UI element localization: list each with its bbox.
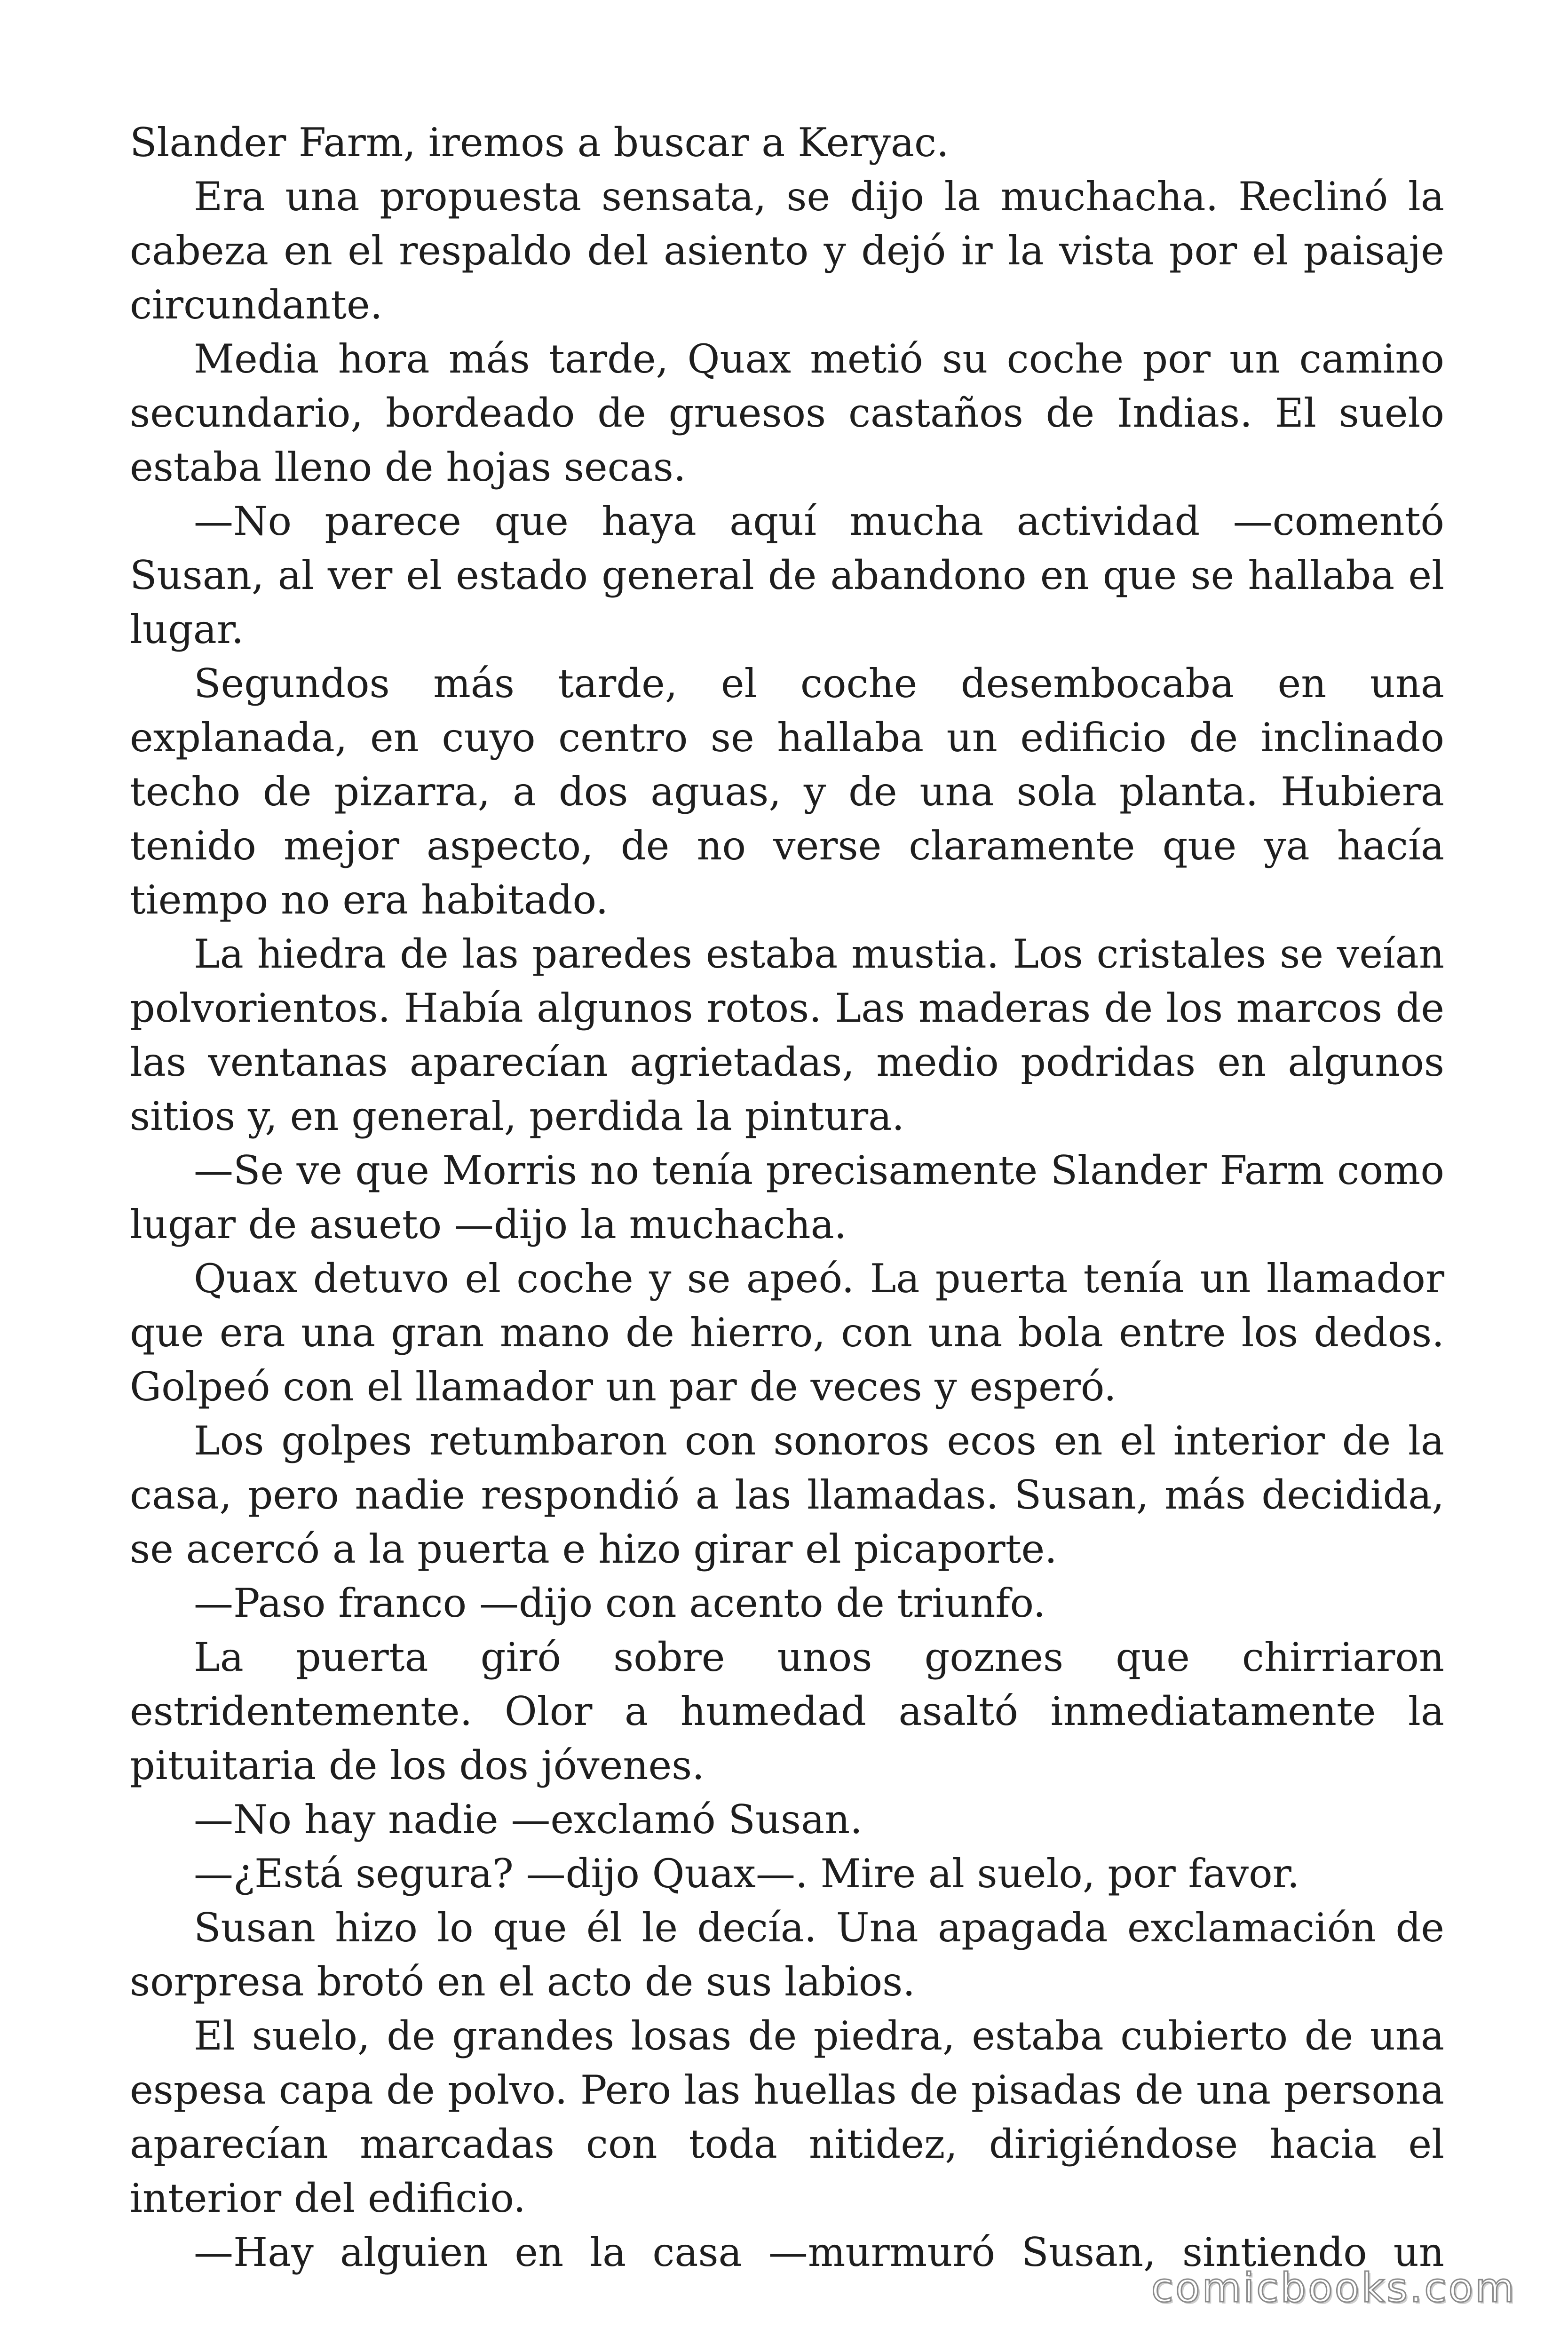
paragraph: —No hay nadie —exclamó Susan. [194,1796,863,1843]
paragraph: —Se ve que Morris no tenía precisamente Slander Farm como lugar de asueto —dijo la muchacha. [130,1147,1444,1248]
paragraph: —Hay alguien en la casa —murmuró Susan, sintiendo un [194,2229,1444,2275]
paragraph: Segundos más tarde, el coche desembocaba en una explanada, en cuyo centro se hallaba un edificio de inclinado techo de pizarra, a dos aguas, y de una sola planta. Hubiera tenido mejor aspecto, de no verse claramente que ya hacía tiempo no era habitado. [130,660,1444,923]
paragraph: —Paso franco —dijo con acento de triunfo. [194,1580,1046,1626]
paragraph: —¿Está segura? —dijo Quax—. Mire al suelo, por favor. [194,1851,1300,1897]
paragraph: Susan hizo lo que él le decía. Una apagada exclamación de sorpresa brotó en el acto de sus labios. [130,1905,1444,2005]
paragraph: El suelo, de grandes losas de piedra, estaba cubierto de una espesa capa de polvo. Pero las huellas de pisadas de una persona aparecían marcadas con toda nitidez, dirigiéndose hacia el interior del edificio. [130,2013,1444,2221]
watermark: comicbooks.com [1151,2265,1516,2312]
paragraph: Los golpes retumbaron con sonoros ecos en el interior de la casa, pero nadie respondió a las llamadas. Susan, más decidida, se acercó a la puerta e hizo girar el picaporte. [130,1418,1444,1572]
paragraph: —No parece que haya aquí mucha actividad —comentó Susan, al ver el estado general de abandono en que se hallaba el lugar. [130,498,1444,652]
paragraph: La hiedra de las paredes estaba mustia. Los cristales se veían polvorientos. Había algunos rotos. Las maderas de los marcos de las ventanas aparecían agrietadas, medio podridas en algunos sitios y, en general, perdida la pintura. [130,931,1444,1139]
paragraph: La puerta giró sobre unos goznes que chirriaron estridentemente. Olor a humedad asaltó inmediatamente la pituitaria de los dos jóvenes. [130,1634,1444,1788]
paragraph: Quax detuvo el coche y se apeó. La puerta tenía un llamador que era una gran mano de hierro, con una bola entre los dedos. Golpeó con el llamador un par de veces y esperó. [130,1255,1444,1410]
paragraph: Slander Farm, iremos a buscar a Keryac. [130,119,949,166]
paragraph: Media hora más tarde, Quax metió su coche por un camino secundario, bordeado de gruesos castaños de Indias. El suelo estaba lleno de hojas secas. [130,336,1444,490]
page-body [130,116,1444,2280]
paragraph: Era una propuesta sensata, se dijo la muchacha. Reclinó la cabeza en el respaldo del asiento y dejó ir la vista por el paisaje circundante. [130,174,1444,328]
